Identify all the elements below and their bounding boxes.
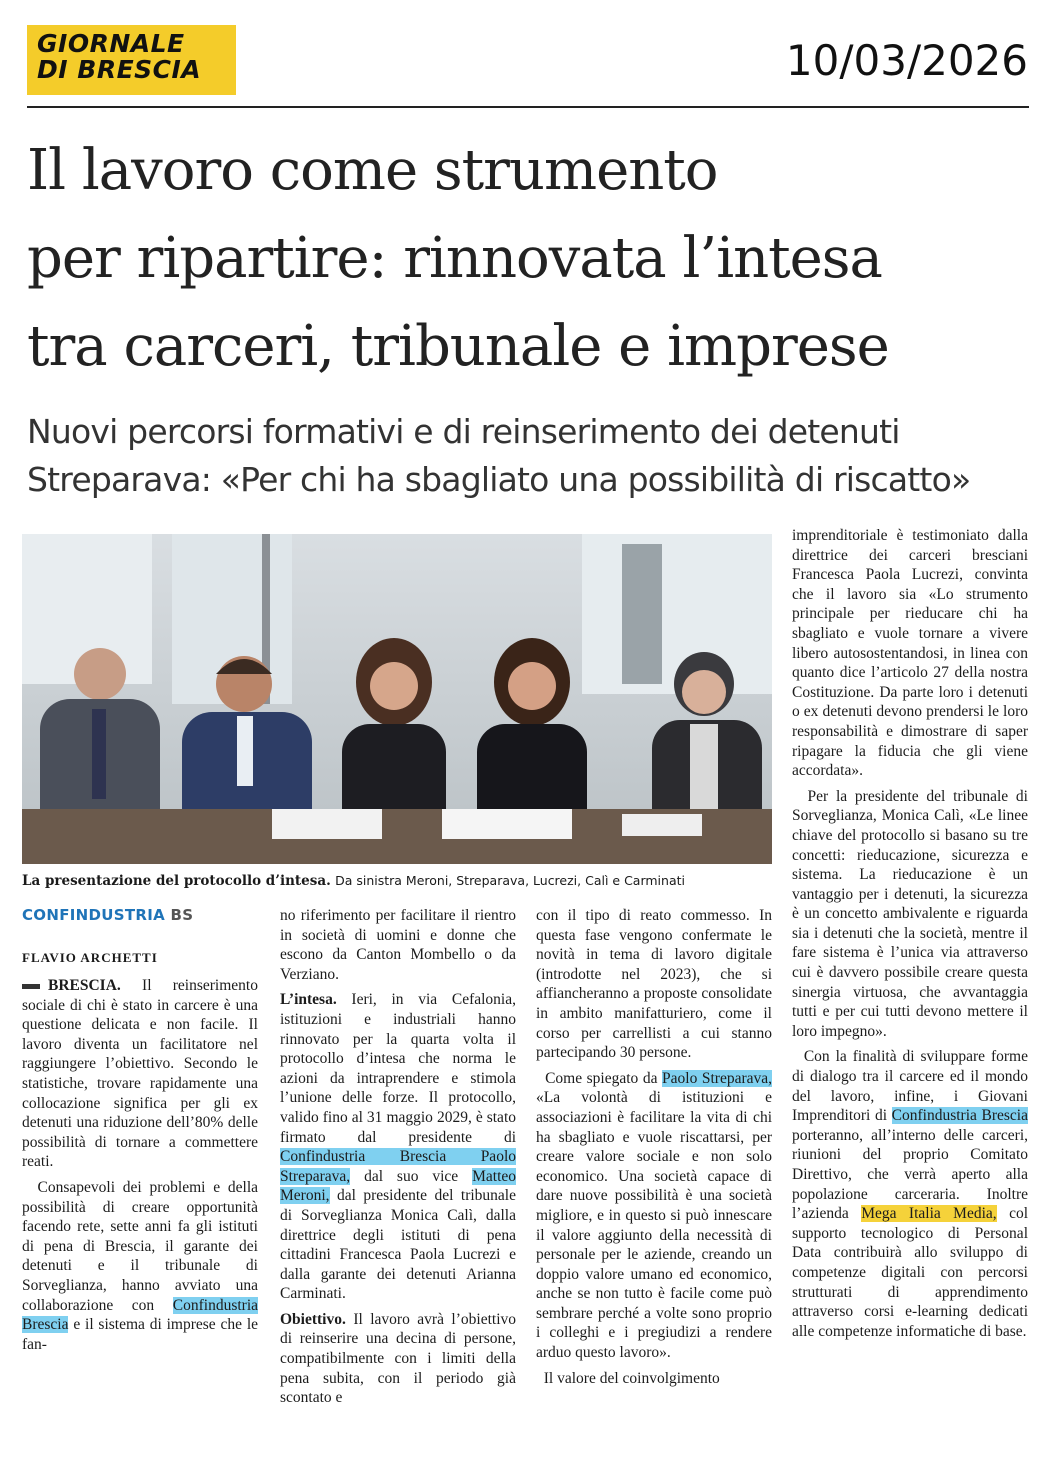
highlight-mega-italia-media: Mega Italia Media, <box>861 1205 997 1223</box>
paragraph-text: Come spiegato da <box>545 1069 658 1087</box>
publication-date: 10/03/2026 <box>785 36 1028 85</box>
caption-credit: Da sinistra Meroni, Streparava, Lucrezi, Calì e Carminati <box>335 873 685 888</box>
paragraph-text: dal presidente del tribunale di Sorveglianza Monica Calì, dalla direttrice degli istituti di pena cittadini Francesca Paola Lucrezi e dalla garante dei detenuti Arianna Carminati. <box>280 1187 516 1303</box>
paragraph-text: porteranno, all’interno delle carceri, riunioni del proprio Comitato Direttivo, che verrà aperto alla popolazione carceraria. Inoltre l’azienda <box>792 1126 1028 1223</box>
paragraph-text: Il reinserimento sociale di chi è stato in carcere è una questione delicata e non facile. Il lavoro diventa un facilitatore nel raggiungere l’obiettivo. Secondo le statistiche, trovare rapidamente una collocazione significa per gli ex detenuti una riduzione dell’80% delle possibilità di tornare a commettere reati. <box>22 977 258 1171</box>
headline-line: Il lavoro come strumento <box>27 138 718 203</box>
kicker-main: CONFINDUSTRIA <box>22 906 166 924</box>
paragraph <box>280 990 516 1304</box>
newspaper-logo <box>27 25 236 95</box>
logo-line-2: DI BRESCIA <box>37 55 202 84</box>
paragraph <box>792 787 1028 1042</box>
dateline: BRESCIA. <box>48 977 121 994</box>
article-column-3 <box>536 906 772 1394</box>
paragraph-text: con il tipo di reato commesso. In questa fase vengono confermate le novità in tema di lavoro digitale (introdotte nel 2023), che si affiancheranno a proposte consolidate in ambito manifatturiero, come il corso per carrellisti a cui stanno partecipando 30 persone. <box>536 907 772 1062</box>
paragraph-text: dal suo vice <box>364 1167 459 1185</box>
paragraph <box>280 1310 516 1408</box>
highlight-confindustria: Confindustria Brescia <box>891 1107 1028 1125</box>
paragraph-text: Il valore del coinvolgimento <box>543 1369 720 1387</box>
paragraph <box>536 1369 772 1389</box>
paragraph-text: Per la presidente del tribunale di Sorveglianza, Monica Calì, «Le linee chiave del protocollo si basano su tre concetti: rieducazione, sicurezza e sistema. La rieducazione è un vantaggio per i detenuti, la sicurezza è un concetto ambivalente e riguarda sia i detenuti che la società, mentre il fare sistema è l’unica via attraverso cui è davvero possibile creare questa sinergia virtuosa, che avvantaggia tutti e per cui tutti devono mettere il loro impegno». <box>792 787 1028 1040</box>
paragraph-text: col supporto tecnologico di Personal Data contribuirà allo sviluppo di competenze digitali con percorsi strutturati di apprendimento attraverso corsi e-learning dedicati alle competenze informatiche di base. <box>792 1205 1029 1340</box>
article-column-1 <box>22 976 258 1360</box>
article-column-2 <box>280 906 516 1414</box>
subhead-line: Nuovi percorsi formativi e di reinserimento dei detenuti <box>27 412 900 451</box>
highlight-meroni: Matteo Meroni, <box>280 1167 517 1205</box>
paragraph-bullet <box>22 984 40 989</box>
kicker-suffix: BS <box>170 906 194 924</box>
paragraph-text: Con la finalità di sviluppare forme di dialogo tra il carcere ed il mondo del lavoro, infine, i Giovani Imprenditori di <box>792 1048 1028 1125</box>
paragraph <box>280 906 516 984</box>
paragraph <box>22 976 258 1172</box>
paragraph <box>22 1178 258 1354</box>
paragraph-text: e il sistema di imprese che le fan- <box>22 1316 259 1353</box>
paragraph-text: Il lavoro avrà l’obiettivo di reinserire una decina di persone, compatibilmente con i limiti della pena subita, con il periodo già scontato e <box>280 1310 516 1407</box>
subhead-line: Streparava: «Per chi ha sbagliato una possibilità di riscatto» <box>27 460 971 499</box>
header-divider <box>27 106 1029 108</box>
paragraph-lead: Obiettivo. <box>280 1310 346 1328</box>
paragraph <box>536 906 772 1063</box>
article-column-4 <box>792 526 1028 1347</box>
section-kicker <box>22 906 193 924</box>
headline-line: tra carceri, tribunale e imprese <box>27 314 889 379</box>
paragraph-text: imprenditoriale è testimoniato dalla direttrice dei carceri bresciani Francesca Paola Lucrezi, convinta che il lavoro sia «Lo strumento principale per rieducare chi ha sbagliato e vuole tornare a vivere libero autosostentandosi, in linea con quanto dice l’articolo 27 della nostra Costituzione. Da parte loro i detenuti o ex detenuti devono prendersi le loro responsabilità e dimostrare di saper ripagare la fiducia che gli viene accordata». <box>792 527 1028 780</box>
headline-line: per ripartire: rinnovata l’intesa <box>27 226 882 291</box>
highlight-streparava: Confindustria Brescia Paolo Streparava, <box>280 1148 516 1185</box>
logo-line-1: GIORNALE <box>37 29 185 58</box>
paragraph <box>792 526 1028 781</box>
paragraph-lead: L’intesa. <box>280 991 337 1009</box>
highlight-confindustria: Confindustria Brescia <box>22 1296 259 1334</box>
caption-title: La presentazione del protocollo d’intesa. <box>22 873 331 889</box>
photo-illustration <box>22 534 772 864</box>
article-subhead <box>27 408 1037 504</box>
photo-caption <box>22 873 772 889</box>
highlight-streparava: Paolo Streparava, <box>662 1069 773 1087</box>
byline: FLAVIO ARCHETTI <box>22 950 158 965</box>
article-photo <box>22 534 772 864</box>
article-headline <box>27 127 1037 391</box>
paragraph <box>536 1069 772 1363</box>
paragraph-text: Ieri, in via Cefalonia, istituzioni e industriali hanno rinnovato per la quarta volta il protocollo d’intesa che norma le azioni da intraprendere e stimola l’unione delle forze. Il protocollo, valido fino al 31 maggio 2029, è stato firmato dal presidente di <box>280 991 516 1146</box>
paragraph-text: no riferimento per facilitare il rientro in società di uomini e donne che escono da Canton Mombello o da Verziano. <box>280 907 516 983</box>
paragraph-text: Consapevoli dei problemi e della possibilità di creare opportunità facendo rete, sette anni fa gli istituti di pena di Brescia, il garante dei detenuti e il tribunale di Sorveglianza, hanno avviato una collaborazione con <box>22 1178 259 1314</box>
paragraph <box>792 1047 1028 1341</box>
paragraph-text: «La volontà di istituzioni e associazioni è facilitare la vita di chi ha sbagliato e vuole riscattarsi, per creare valore sociale e non solo economico. Una società capace di dare nuove possibilità è una società migliore, e in questo si può innescare il valore aggiunto della necessità di personale per le aziende, creando un doppio valore umano ed economico, anche se non tutto è facile come può sembrare perché a volte sono proprio i colleghi e i pregiudizi a rendere arduo questo lavoro». <box>536 1089 772 1362</box>
